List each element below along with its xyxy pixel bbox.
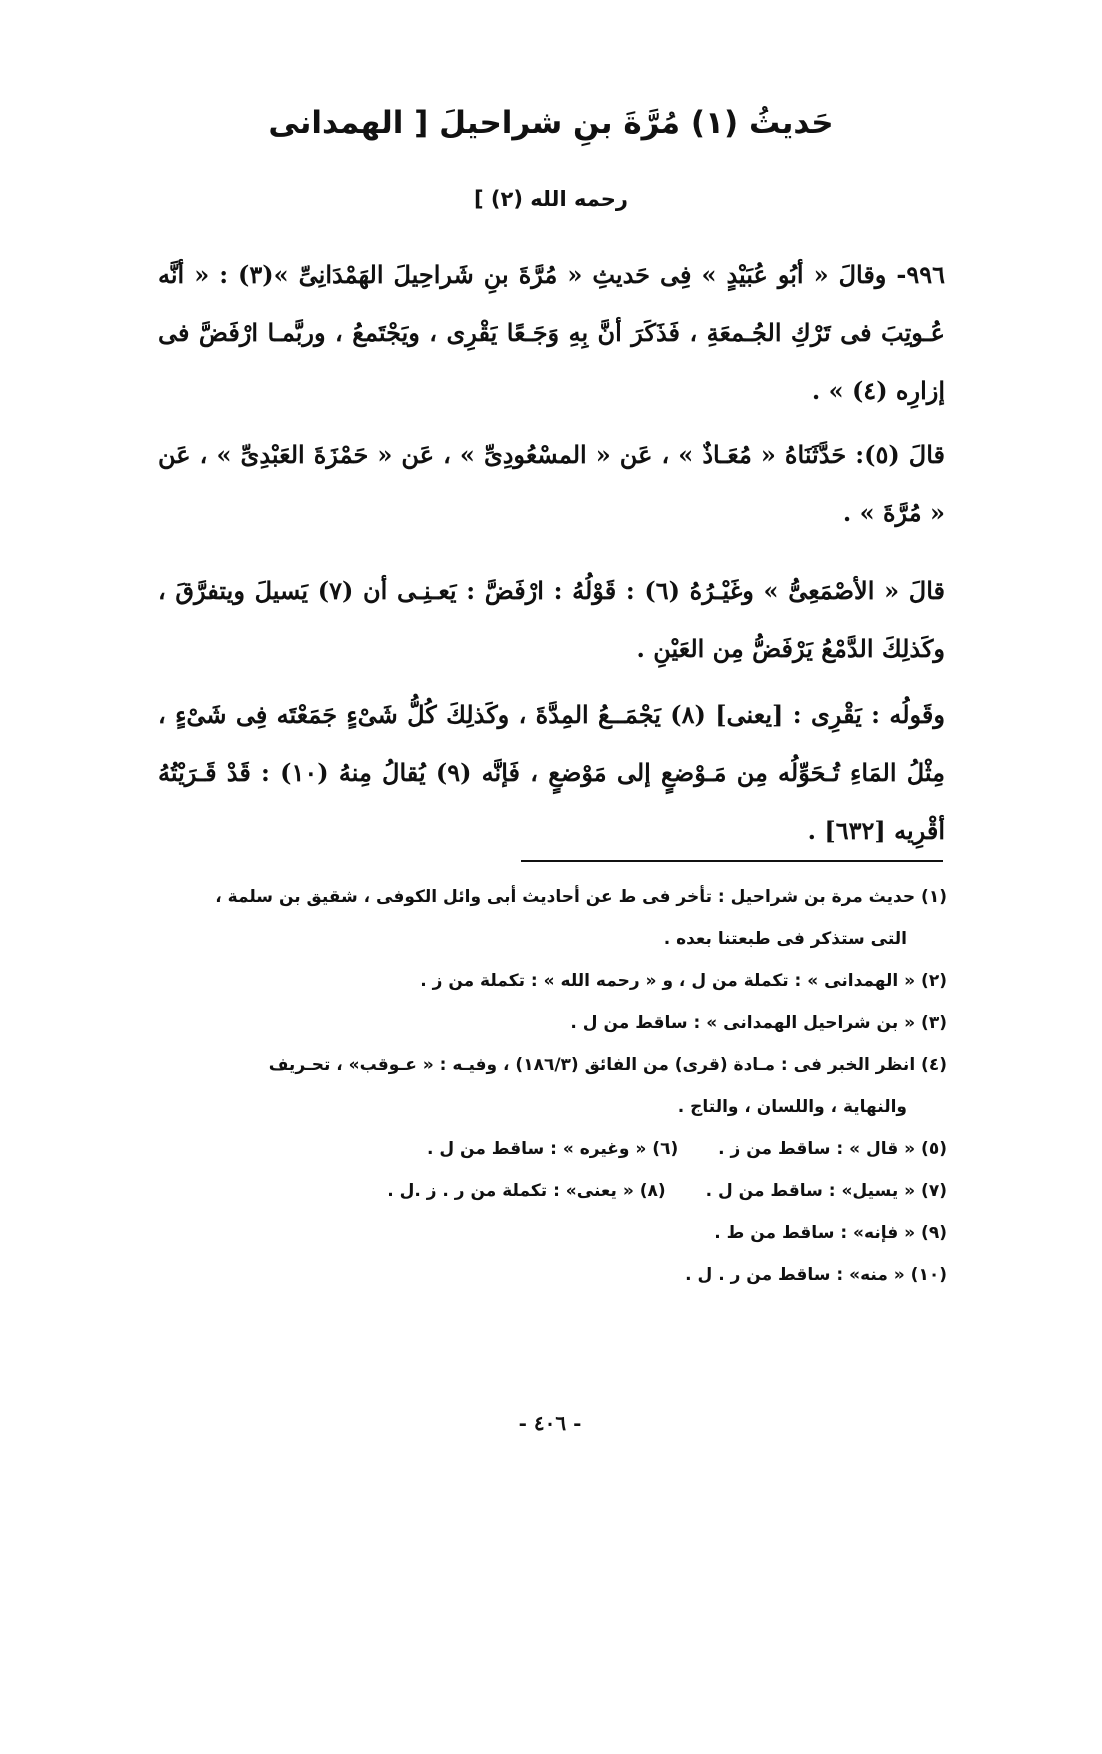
footnote-10: (١٠) « منه» : ساقط من ر . ل . [685, 1265, 947, 1285]
footnote-8: (٨) « يعنى» : تكملة من ر . ز .ل . [387, 1181, 666, 1201]
footnote-9: (٩) « فإنه» : ساقط من ط . [714, 1223, 947, 1243]
paragraph-yaqri: وقَولُه : يَقْرِى : [يعنى] (٨) يَجْمَــعُ المِدَّةَ ، وكَذلِكَ كُلُّ شَىْءٍ جَمَعْتَه فِى شَىْءٍ ، مِثْلُ المَاءِ تُـحَوِّلُه مِن مَـوْضعٍ إلى مَوْضعٍ ، فَإنَّه (٩) يُقالُ مِنهُ (١٠) : قَدْ قَـرَيْتُهُ أقْرِيه [٦٣٢] . [158, 700, 946, 845]
footnote-4-text: (٤) انظر الخبر فى : مـادة (قرى) من الفائق (١٨٦/٣) ، وفيـه : « عـوقب» ، تحـريف [268, 1055, 947, 1075]
chapter-title: حَديثُ (١) مُرَّةَ بنِ شراحيلَ [ الهمدانى [268, 105, 834, 141]
chapter-subtitle: رحمه الله (٢) ] [474, 187, 628, 211]
footnote-divider [521, 860, 943, 862]
footnote-5: (٥) « قال » : ساقط من ز . [718, 1139, 947, 1159]
footnote-2: (٢) « الهمدانى » : تكملة من ل ، و « رحمه الله » : تكملة من ز . [420, 971, 947, 991]
paragraph-isnad: قالَ (٥): حَدَّثَنَاهُ « مُعَـاذٌ » ، عَن « المسْعُودِىِّ » ، عَن « حَمْزَةَ العَبْدِىِّ » ، عَن « مُرَّةَ » . [158, 440, 946, 527]
footnote-4-continuation: والنهاية ، واللسان ، والتاج . [677, 1097, 907, 1117]
paragraph-996: ٩٩٦- وقالَ « أبُو عُبَيْدٍ » فِى حَديثِ « مُرَّةَ بنِ شَراحِيلَ الهَمْدَانِىِّ »(٣) : « أنَّه عُـوتِبَ فى تَرْكِ الجُـمعَةِ ، فَذَكَرَ أنَّ بِهِ وَجَـعًا يَقْرِى ، ويَجْتَمعُ ، وربَّمـا ارْفَضَّ فى إزارِه (٤) » . [158, 260, 945, 405]
footnote-1 [160, 876, 947, 960]
footnote-1-continuation: التى ستذكر فى طبعتنا بعده . [663, 929, 907, 949]
paragraph-asmai: قالَ « الأصْمَعِىُّ » وغَيْـرُهُ (٦) : قَوْلُهُ : ارْفَضَّ : يَعـنِـى أن (٧) يَسيلَ ويتفرَّقَ ، وكَذلِكَ الدَّمْعُ يَرْفَضُّ مِن العَيْنِ . [158, 576, 945, 663]
footnote-5-6 [160, 1128, 947, 1170]
footnote-7: (٧) « يسيل» : ساقط من ل . [705, 1181, 947, 1201]
footnote-6: (٦) « وغيره » : ساقط من ل . [427, 1139, 679, 1159]
footnotes [160, 876, 947, 1296]
footnote-1-text: (١) حديث مرة بن شراحيل : تأخر فى ط عن أحاديث أبى وائل الكوفى ، شقيق بن سلمة ، [215, 887, 947, 907]
footnote-4 [160, 1044, 947, 1128]
page-number: - ٤٠٦ - [518, 1411, 582, 1435]
footnote-3: (٣) « بن شراحيل الهمدانى » : ساقط من ل . [570, 1013, 947, 1033]
footnote-7-8 [160, 1170, 947, 1212]
